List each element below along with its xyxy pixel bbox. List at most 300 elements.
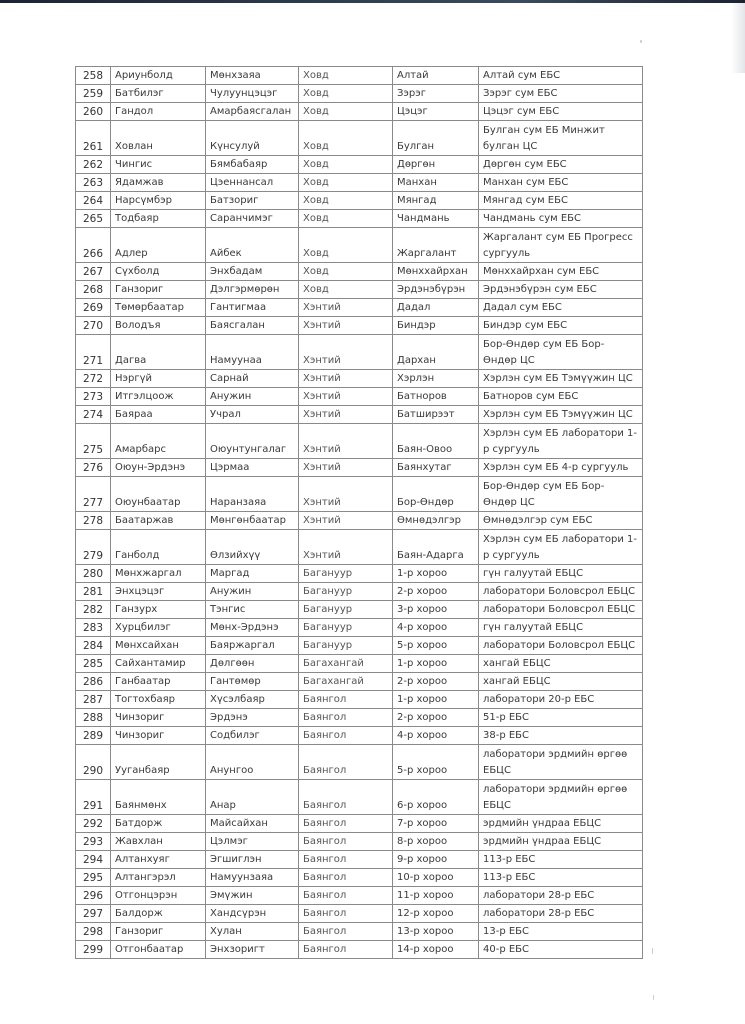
- table-row: [76, 477, 643, 512]
- cell-school: Бор-Өндөр сум ЕБ Бор-Өндөр ЦС: [479, 335, 643, 370]
- cell-parent-name: Цэлмэг: [206, 833, 299, 851]
- cell-province: Хэнтий: [299, 477, 393, 512]
- cell-first-name: Ганболд: [111, 530, 206, 565]
- cell-school: хангай ЕБЦС: [479, 673, 643, 691]
- cell-school: лаборатори 28-р ЕБС: [479, 905, 643, 923]
- cell-row-number: 273: [76, 388, 111, 406]
- cell-school: Цэцэг сум ЕБС: [479, 103, 643, 121]
- cell-first-name: Нарсүмбэр: [111, 192, 206, 210]
- cell-school: 113-р ЕБС: [479, 851, 643, 869]
- cell-school: Дадал сум ЕБС: [479, 299, 643, 317]
- table-row: [76, 388, 643, 406]
- cell-parent-name: Тэнгис: [206, 601, 299, 619]
- participants-table: [75, 66, 643, 959]
- table-row: [76, 673, 643, 691]
- cell-parent-name: Хулан: [206, 923, 299, 941]
- table-row: [76, 406, 643, 424]
- cell-first-name: Алтангэрэл: [111, 869, 206, 887]
- cell-parent-name: Мөнгөнбаатар: [206, 512, 299, 530]
- table-row: [76, 530, 643, 565]
- cell-soum: Дархан: [393, 335, 479, 370]
- cell-first-name: Ариунболд: [111, 67, 206, 85]
- cell-first-name: Ганзурх: [111, 601, 206, 619]
- cell-parent-name: Цэрмаа: [206, 459, 299, 477]
- cell-school: 13-р ЕБС: [479, 923, 643, 941]
- cell-first-name: Төмөрбаатар: [111, 299, 206, 317]
- cell-province: Ховд: [299, 281, 393, 299]
- cell-province: Ховд: [299, 174, 393, 192]
- scan-speck: [652, 948, 653, 954]
- cell-province: Хэнтий: [299, 530, 393, 565]
- table-row: [76, 192, 643, 210]
- cell-province: Хэнтий: [299, 424, 393, 459]
- cell-school: Хэрлэн сум ЕБ Тэмүүжин ЦС: [479, 370, 643, 388]
- cell-province: Ховд: [299, 156, 393, 174]
- cell-first-name: Тодбаяр: [111, 210, 206, 228]
- cell-school: Хэрлэн сум ЕБ Тэмүүжин ЦС: [479, 406, 643, 424]
- table-row: [76, 263, 643, 281]
- table-row: [76, 121, 643, 156]
- cell-soum: 5-р хороо: [393, 745, 479, 780]
- cell-parent-name: Хандсүрэн: [206, 905, 299, 923]
- scan-speck: [653, 995, 654, 1000]
- cell-province: Багахангай: [299, 673, 393, 691]
- cell-row-number: 299: [76, 941, 111, 959]
- cell-school: Чандмань сум ЕБС: [479, 210, 643, 228]
- cell-province: Багануур: [299, 565, 393, 583]
- cell-province: Баянгол: [299, 727, 393, 745]
- cell-province: Баянгол: [299, 923, 393, 941]
- cell-row-number: 261: [76, 121, 111, 156]
- cell-parent-name: Сарнай: [206, 370, 299, 388]
- cell-row-number: 275: [76, 424, 111, 459]
- cell-row-number: 297: [76, 905, 111, 923]
- table-row: [76, 887, 643, 905]
- cell-province: Ховд: [299, 67, 393, 85]
- cell-school: Булган сум ЕБ Минжит булган ЦС: [479, 121, 643, 156]
- cell-first-name: Баяраа: [111, 406, 206, 424]
- cell-school: Манхан сум ЕБС: [479, 174, 643, 192]
- table-row: [76, 727, 643, 745]
- cell-school: лаборатори Боловсрол ЕБЦС: [479, 583, 643, 601]
- table-row: [76, 156, 643, 174]
- table-row: [76, 459, 643, 477]
- cell-first-name: Итгэлцоож: [111, 388, 206, 406]
- cell-parent-name: Гантигмаа: [206, 299, 299, 317]
- cell-soum: Баянхутаг: [393, 459, 479, 477]
- table-row: [76, 745, 643, 780]
- table-row: [76, 103, 643, 121]
- cell-parent-name: Мөнхзаяа: [206, 67, 299, 85]
- cell-first-name: Сайхантамир: [111, 655, 206, 673]
- cell-parent-name: Дөлгөөн: [206, 655, 299, 673]
- cell-soum: 10-р хороо: [393, 869, 479, 887]
- cell-soum: Булган: [393, 121, 479, 156]
- scanner-top-edge: [0, 0, 745, 3]
- cell-soum: 8-р хороо: [393, 833, 479, 851]
- cell-school: Зэрэг сум ЕБС: [479, 85, 643, 103]
- cell-first-name: Батдорж: [111, 815, 206, 833]
- cell-parent-name: Намуунзаяа: [206, 869, 299, 887]
- cell-province: Ховд: [299, 121, 393, 156]
- cell-row-number: 290: [76, 745, 111, 780]
- cell-parent-name: Баяржаргал: [206, 637, 299, 655]
- cell-soum: Мянгад: [393, 192, 479, 210]
- cell-first-name: Ховлан: [111, 121, 206, 156]
- scan-speck: [640, 40, 642, 43]
- table-row: [76, 583, 643, 601]
- cell-soum: 1-р хороо: [393, 655, 479, 673]
- cell-soum: Хэрлэн: [393, 370, 479, 388]
- cell-soum: 4-р хороо: [393, 619, 479, 637]
- cell-soum: 2-р хороо: [393, 673, 479, 691]
- table-row: [76, 85, 643, 103]
- cell-first-name: Ганзориг: [111, 923, 206, 941]
- cell-row-number: 271: [76, 335, 111, 370]
- cell-parent-name: Содбилэг: [206, 727, 299, 745]
- cell-first-name: Адлер: [111, 228, 206, 263]
- cell-row-number: 263: [76, 174, 111, 192]
- cell-row-number: 260: [76, 103, 111, 121]
- cell-row-number: 294: [76, 851, 111, 869]
- cell-first-name: Алтанхуяг: [111, 851, 206, 869]
- cell-first-name: Ганбаатар: [111, 673, 206, 691]
- cell-school: хангай ЕБЦС: [479, 655, 643, 673]
- cell-soum: Жаргалант: [393, 228, 479, 263]
- cell-first-name: Ганзориг: [111, 281, 206, 299]
- cell-row-number: 258: [76, 67, 111, 85]
- cell-first-name: Чинзориг: [111, 727, 206, 745]
- cell-province: Баянгол: [299, 869, 393, 887]
- cell-row-number: 287: [76, 691, 111, 709]
- cell-soum: Биндэр: [393, 317, 479, 335]
- table-row: [76, 281, 643, 299]
- cell-school: Алтай сум ЕБС: [479, 67, 643, 85]
- cell-province: Баянгол: [299, 780, 393, 815]
- cell-school: Мөнххайрхан сум ЕБС: [479, 263, 643, 281]
- cell-first-name: Баатаржав: [111, 512, 206, 530]
- cell-parent-name: Оюунтунгалаг: [206, 424, 299, 459]
- cell-parent-name: Анунгоо: [206, 745, 299, 780]
- cell-soum: Өмнөдэлгэр: [393, 512, 479, 530]
- cell-soum: 7-р хороо: [393, 815, 479, 833]
- cell-soum: 1-р хороо: [393, 691, 479, 709]
- cell-first-name: Оюунбаатар: [111, 477, 206, 512]
- cell-row-number: 291: [76, 780, 111, 815]
- cell-soum: 2-р хороо: [393, 709, 479, 727]
- cell-row-number: 281: [76, 583, 111, 601]
- cell-school: лаборатори 20-р ЕБС: [479, 691, 643, 709]
- cell-school: Өмнөдэлгэр сум ЕБС: [479, 512, 643, 530]
- cell-parent-name: Анужин: [206, 388, 299, 406]
- cell-soum: 14-р хороо: [393, 941, 479, 959]
- cell-row-number: 280: [76, 565, 111, 583]
- cell-province: Хэнтий: [299, 317, 393, 335]
- cell-school: Бор-Өндөр сум ЕБ Бор-Өндөр ЦС: [479, 477, 643, 512]
- cell-school: Хэрлэн сум ЕБ лаборатори 1-р сургууль: [479, 530, 643, 565]
- cell-soum: Чандмань: [393, 210, 479, 228]
- cell-parent-name: Мөнх-Эрдэнэ: [206, 619, 299, 637]
- cell-soum: 11-р хороо: [393, 887, 479, 905]
- cell-first-name: Мөнхжаргал: [111, 565, 206, 583]
- cell-soum: Цэцэг: [393, 103, 479, 121]
- cell-province: Хэнтий: [299, 459, 393, 477]
- table-row: [76, 691, 643, 709]
- table-row: [76, 923, 643, 941]
- cell-row-number: 293: [76, 833, 111, 851]
- cell-province: Баянгол: [299, 887, 393, 905]
- cell-school: 38-р ЕБС: [479, 727, 643, 745]
- cell-parent-name: Өлзийхүү: [206, 530, 299, 565]
- table-body: [76, 67, 643, 959]
- table-row: [76, 335, 643, 370]
- cell-soum: Эрдэнэбүрэн: [393, 281, 479, 299]
- cell-parent-name: Гантөмөр: [206, 673, 299, 691]
- cell-province: Ховд: [299, 103, 393, 121]
- table-row: [76, 565, 643, 583]
- cell-province: Ховд: [299, 228, 393, 263]
- cell-parent-name: Чулуунцэцэг: [206, 85, 299, 103]
- cell-row-number: 285: [76, 655, 111, 673]
- cell-soum: Мөнххайрхан: [393, 263, 479, 281]
- table-row: [76, 370, 643, 388]
- cell-row-number: 288: [76, 709, 111, 727]
- cell-parent-name: Амарбаясгалан: [206, 103, 299, 121]
- table-row: [76, 67, 643, 85]
- cell-province: Баянгол: [299, 691, 393, 709]
- cell-soum: Дөргөн: [393, 156, 479, 174]
- cell-province: Баянгол: [299, 815, 393, 833]
- cell-province: Багануур: [299, 637, 393, 655]
- cell-parent-name: Саранчимэг: [206, 210, 299, 228]
- cell-soum: 12-р хороо: [393, 905, 479, 923]
- cell-parent-name: Учрал: [206, 406, 299, 424]
- cell-school: лаборатори Боловсрол ЕБЦС: [479, 637, 643, 655]
- table-row: [76, 851, 643, 869]
- cell-school: лаборатори эрдмийн өргөө ЕБЦС: [479, 745, 643, 780]
- cell-row-number: 292: [76, 815, 111, 833]
- table-row: [76, 601, 643, 619]
- cell-school: эрдмийн үндраа ЕБЦС: [479, 833, 643, 851]
- table-row: [76, 619, 643, 637]
- cell-parent-name: Маргад: [206, 565, 299, 583]
- table-row: [76, 210, 643, 228]
- table-row: [76, 637, 643, 655]
- cell-province: Баянгол: [299, 833, 393, 851]
- cell-province: Хэнтий: [299, 335, 393, 370]
- cell-province: Ховд: [299, 210, 393, 228]
- cell-province: Хэнтий: [299, 512, 393, 530]
- table-row: [76, 512, 643, 530]
- table-row: [76, 780, 643, 815]
- cell-row-number: 278: [76, 512, 111, 530]
- cell-school: лаборатори Боловсрол ЕБЦС: [479, 601, 643, 619]
- cell-first-name: Мөнхсайхан: [111, 637, 206, 655]
- cell-row-number: 276: [76, 459, 111, 477]
- cell-soum: 9-р хороо: [393, 851, 479, 869]
- cell-school: Дөргөн сум ЕБС: [479, 156, 643, 174]
- cell-parent-name: Эмүжин: [206, 887, 299, 905]
- cell-first-name: Амарбарс: [111, 424, 206, 459]
- cell-row-number: 279: [76, 530, 111, 565]
- cell-parent-name: Баясгалан: [206, 317, 299, 335]
- cell-province: Баянгол: [299, 905, 393, 923]
- cell-soum: Батноров: [393, 388, 479, 406]
- cell-parent-name: Күнсулуй: [206, 121, 299, 156]
- cell-first-name: Отгонбаатар: [111, 941, 206, 959]
- table-row: [76, 869, 643, 887]
- cell-parent-name: Майсайхан: [206, 815, 299, 833]
- cell-school: эрдмийн үндраа ЕБЦС: [479, 815, 643, 833]
- cell-province: Хэнтий: [299, 299, 393, 317]
- cell-province: Багануур: [299, 583, 393, 601]
- cell-row-number: 272: [76, 370, 111, 388]
- cell-province: Ховд: [299, 263, 393, 281]
- cell-row-number: 267: [76, 263, 111, 281]
- cell-province: Багахангай: [299, 655, 393, 673]
- table-row: [76, 228, 643, 263]
- cell-soum: Алтай: [393, 67, 479, 85]
- cell-school: Биндэр сум ЕБС: [479, 317, 643, 335]
- cell-first-name: Хурцбилэг: [111, 619, 206, 637]
- cell-province: Ховд: [299, 192, 393, 210]
- cell-parent-name: Энхзоригт: [206, 941, 299, 959]
- cell-first-name: Нэргүй: [111, 370, 206, 388]
- cell-row-number: 282: [76, 601, 111, 619]
- table-row: [76, 833, 643, 851]
- cell-row-number: 268: [76, 281, 111, 299]
- cell-row-number: 296: [76, 887, 111, 905]
- cell-row-number: 277: [76, 477, 111, 512]
- cell-soum: Манхан: [393, 174, 479, 192]
- cell-soum: 6-р хороо: [393, 780, 479, 815]
- cell-first-name: Гандол: [111, 103, 206, 121]
- cell-school: гүн галуутай ЕБЦС: [479, 565, 643, 583]
- cell-row-number: 265: [76, 210, 111, 228]
- cell-first-name: Дагва: [111, 335, 206, 370]
- cell-province: Баянгол: [299, 709, 393, 727]
- cell-soum: 4-р хороо: [393, 727, 479, 745]
- table-row: [76, 317, 643, 335]
- cell-school: Батноров сум ЕБС: [479, 388, 643, 406]
- cell-first-name: Чингис: [111, 156, 206, 174]
- cell-row-number: 298: [76, 923, 111, 941]
- cell-parent-name: Дэлгэрмөрөн: [206, 281, 299, 299]
- cell-row-number: 262: [76, 156, 111, 174]
- cell-soum: Баян-Адарга: [393, 530, 479, 565]
- cell-row-number: 283: [76, 619, 111, 637]
- scan-shadow: [731, 3, 745, 73]
- cell-parent-name: Эрдэнэ: [206, 709, 299, 727]
- cell-school: 51-р ЕБС: [479, 709, 643, 727]
- table-row: [76, 424, 643, 459]
- table-row: [76, 174, 643, 192]
- cell-school: Хэрлэн сум ЕБ 4-р сургууль: [479, 459, 643, 477]
- cell-province: Баянгол: [299, 941, 393, 959]
- table-row: [76, 709, 643, 727]
- cell-parent-name: Бямбабаяр: [206, 156, 299, 174]
- cell-school: Жаргалант сум ЕБ Прогресс сургууль: [479, 228, 643, 263]
- cell-first-name: Балдорж: [111, 905, 206, 923]
- cell-row-number: 284: [76, 637, 111, 655]
- cell-province: Баянгол: [299, 851, 393, 869]
- cell-parent-name: Цэеннансал: [206, 174, 299, 192]
- cell-first-name: Оюун-Эрдэнэ: [111, 459, 206, 477]
- cell-soum: 5-р хороо: [393, 637, 479, 655]
- cell-parent-name: Батзориг: [206, 192, 299, 210]
- cell-province: Баянгол: [299, 745, 393, 780]
- cell-parent-name: Айбек: [206, 228, 299, 263]
- cell-first-name: Ууганбаяр: [111, 745, 206, 780]
- cell-parent-name: Намуунаа: [206, 335, 299, 370]
- cell-province: Хэнтий: [299, 388, 393, 406]
- table-row: [76, 815, 643, 833]
- cell-soum: 1-р хороо: [393, 565, 479, 583]
- cell-parent-name: Эгшиглэн: [206, 851, 299, 869]
- table-row: [76, 655, 643, 673]
- cell-parent-name: Энхбадам: [206, 263, 299, 281]
- cell-first-name: Отгонцэрэн: [111, 887, 206, 905]
- cell-soum: Батширээт: [393, 406, 479, 424]
- table-row: [76, 299, 643, 317]
- table-row: [76, 941, 643, 959]
- cell-row-number: 266: [76, 228, 111, 263]
- cell-province: Багануур: [299, 601, 393, 619]
- cell-soum: Баян-Овоо: [393, 424, 479, 459]
- cell-first-name: Энхцэцэг: [111, 583, 206, 601]
- cell-school: гүн галуутай ЕБЦС: [479, 619, 643, 637]
- cell-parent-name: Анар: [206, 780, 299, 815]
- cell-first-name: Ядамжав: [111, 174, 206, 192]
- cell-province: Багануур: [299, 619, 393, 637]
- cell-province: Ховд: [299, 85, 393, 103]
- cell-row-number: 295: [76, 869, 111, 887]
- table-row: [76, 905, 643, 923]
- cell-first-name: Батбилэг: [111, 85, 206, 103]
- cell-row-number: 270: [76, 317, 111, 335]
- cell-soum: 3-р хороо: [393, 601, 479, 619]
- cell-parent-name: Хүсэлбаяр: [206, 691, 299, 709]
- cell-parent-name: Наранзаяа: [206, 477, 299, 512]
- cell-province: Хэнтий: [299, 406, 393, 424]
- cell-soum: Бор-Өндөр: [393, 477, 479, 512]
- cell-school: 113-р ЕБС: [479, 869, 643, 887]
- cell-row-number: 269: [76, 299, 111, 317]
- cell-row-number: 274: [76, 406, 111, 424]
- cell-soum: Зэрэг: [393, 85, 479, 103]
- cell-row-number: 264: [76, 192, 111, 210]
- cell-soum: 13-р хороо: [393, 923, 479, 941]
- cell-province: Хэнтий: [299, 370, 393, 388]
- cell-soum: 2-р хороо: [393, 583, 479, 601]
- cell-school: Эрдэнэбүрэн сум ЕБС: [479, 281, 643, 299]
- cell-row-number: 286: [76, 673, 111, 691]
- cell-parent-name: Анужин: [206, 583, 299, 601]
- cell-first-name: Чинзориг: [111, 709, 206, 727]
- cell-first-name: Володъя: [111, 317, 206, 335]
- cell-row-number: 289: [76, 727, 111, 745]
- cell-school: лаборатори 28-р ЕБС: [479, 887, 643, 905]
- cell-school: Хэрлэн сум ЕБ лаборатори 1-р сургууль: [479, 424, 643, 459]
- cell-first-name: Баянмөнх: [111, 780, 206, 815]
- cell-soum: Дадал: [393, 299, 479, 317]
- cell-school: Мянгад сум ЕБС: [479, 192, 643, 210]
- cell-first-name: Тогтохбаяр: [111, 691, 206, 709]
- cell-school: 40-р ЕБС: [479, 941, 643, 959]
- cell-first-name: Жавхлан: [111, 833, 206, 851]
- cell-first-name: Сүхболд: [111, 263, 206, 281]
- cell-row-number: 259: [76, 85, 111, 103]
